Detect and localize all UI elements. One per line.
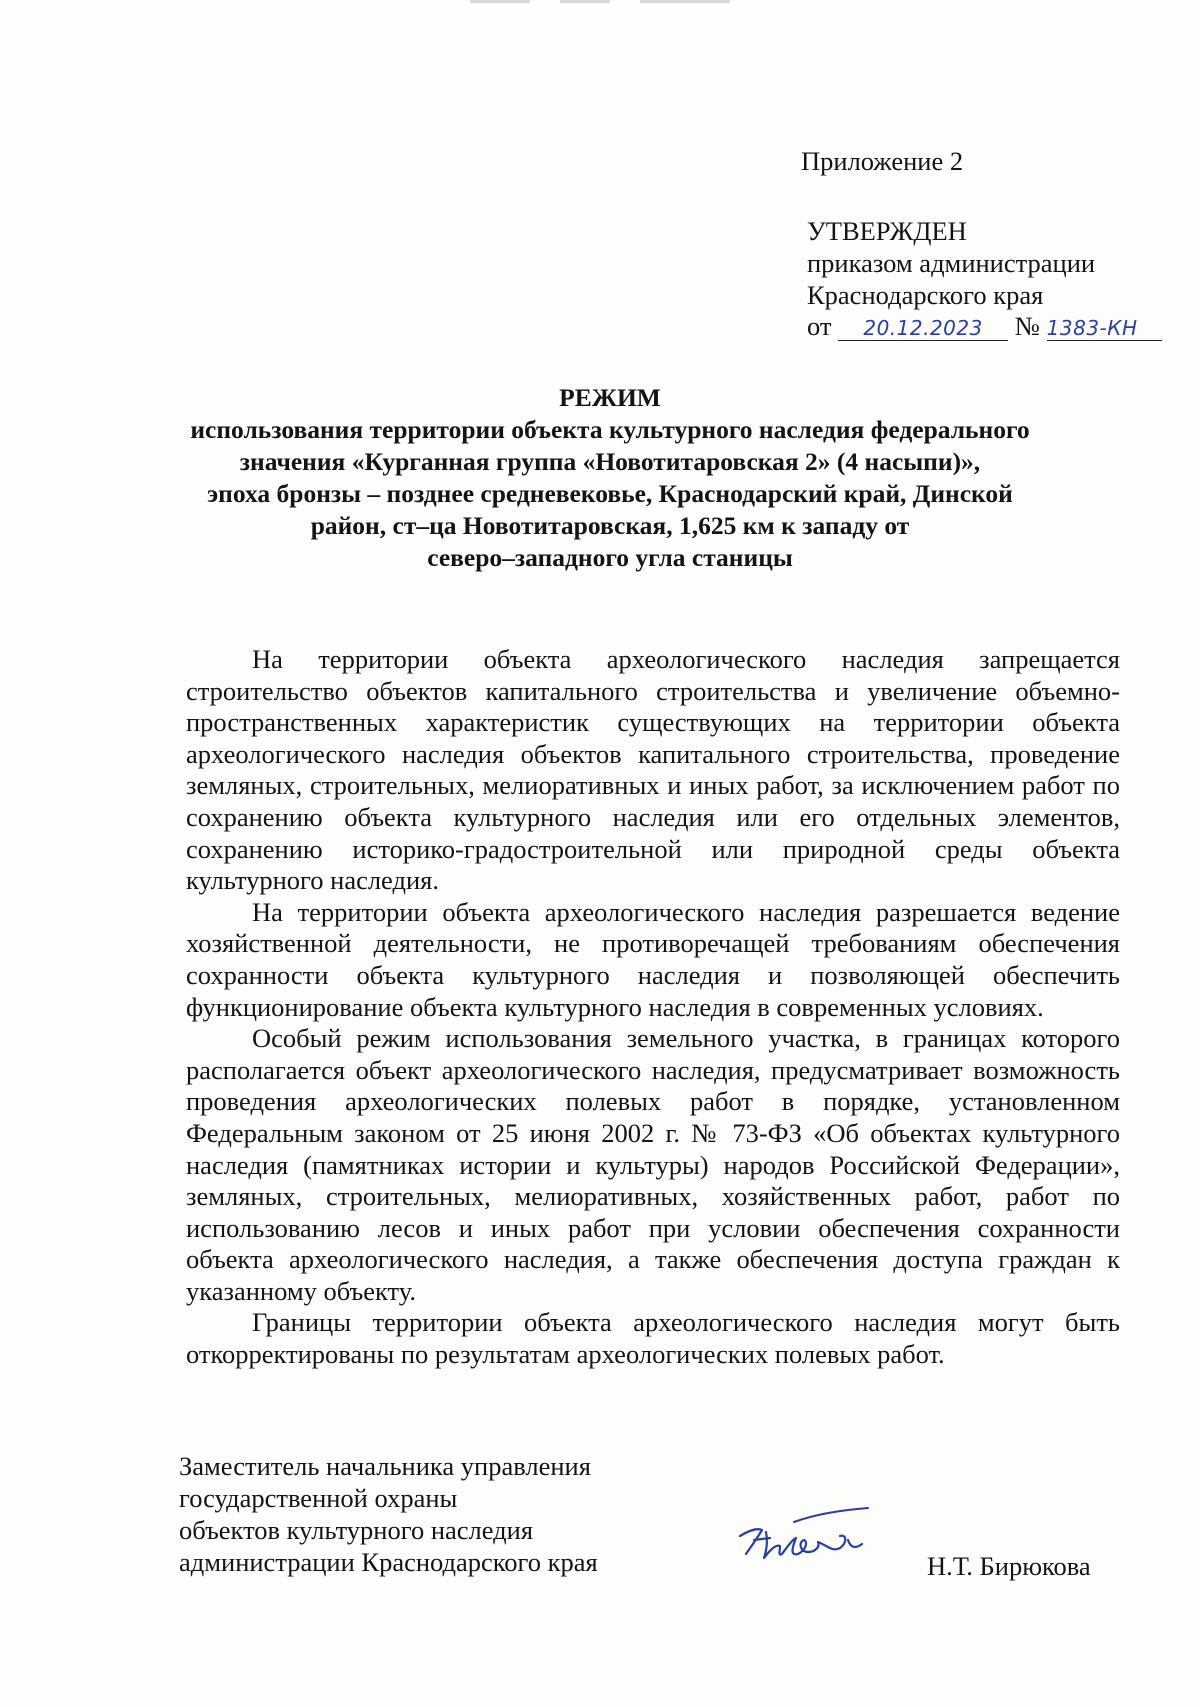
approval-line-2: Краснодарского края bbox=[807, 279, 1044, 310]
body-paragraph-3: Особый режим использования земельного участка, в границах которого располагается объект археологического наследия, предусматривает возможность проведения археологических полевых работ в порядке, установленном Федеральным законом от 25 июня 2002 г. № 73-ФЗ «Об объектах культурного наследия (памятниках истории и культуры) народов Российской Федерации», земляных, строительных, мелиоративных, хозяйственных работ, работ по использованию лесов и иных работ при условии обеспечения сохранности объекта археологического наследия, а также обеспечения доступа граждан к указанному объекту. bbox=[186, 1023, 1120, 1306]
date-field bbox=[838, 314, 1008, 341]
position-line-2: государственной охраны bbox=[179, 1483, 458, 1513]
position-line-1: Заместитель начальника управления bbox=[179, 1451, 591, 1481]
date-prefix: от bbox=[807, 311, 832, 342]
approval-block bbox=[807, 216, 1162, 343]
appendix-block bbox=[801, 146, 963, 178]
signer-name: Н.Т. Бирюкова bbox=[927, 1551, 1091, 1581]
title-line-4: эпоха бронзы – позднее средневековье, Краснодарский край, Динской bbox=[207, 479, 1013, 508]
position-line-3: объектов культурного наследия bbox=[179, 1515, 534, 1545]
title-line-5: район, ст–ца Новотитаровская, 1,625 км к западу от bbox=[310, 511, 910, 540]
title-line-2: использования территории объекта культурного наследия федерального bbox=[190, 415, 1030, 444]
handwritten-signature bbox=[736, 1506, 876, 1574]
date-handwritten: 20.12.2023 bbox=[863, 316, 983, 341]
appendix-label: Приложение 2 bbox=[801, 146, 964, 176]
scan-artifact bbox=[560, 0, 610, 3]
signer-position bbox=[179, 1450, 598, 1578]
document-body bbox=[186, 644, 1120, 1371]
approval-line-1: приказом администрации bbox=[807, 247, 1096, 278]
body-paragraph-4: Границы территории объекта археологического наследия могут быть откорректированы по результатам археологических полевых работ. bbox=[186, 1307, 1120, 1370]
approval-date-line bbox=[807, 311, 1162, 343]
number-handwritten: 1383-КН bbox=[1046, 316, 1138, 341]
number-prefix: № bbox=[1014, 311, 1041, 342]
body-paragraph-1: На территории объекта археологического наследия запрещается строительство объектов капитального строительства и увеличение объемно-пространственных характеристик существующих на территории объекта археологического наследия объектов капитального строительства, проведение земляных, строительных, мелиоративных и иных работ, за исключением работ по сохранению объекта культурного наследия или его отдельных элементов, сохранению историко-градостроительной или природной среды объекта культурного наследия. bbox=[186, 644, 1120, 896]
title-line-6: северо–западного угла станицы bbox=[427, 543, 793, 572]
title-line-1: РЕЖИМ bbox=[559, 383, 661, 412]
position-line-4: администрации Краснодарского края bbox=[179, 1547, 598, 1577]
title-line-3: значения «Курганная группа «Новотитаровская 2» (4 насыпи)», bbox=[239, 447, 981, 476]
body-paragraph-2: На территории объекта археологического наследия разрешается ведение хозяйственной деятельности, не противоречащей требованиям обеспечения сохранности объекта культурного наследия и позволяющей обеспечить функционирование объекта культурного наследия в современных условиях. bbox=[186, 896, 1120, 1022]
scan-artifact bbox=[470, 0, 530, 3]
number-field bbox=[1047, 314, 1162, 341]
document-title bbox=[150, 382, 1070, 574]
approval-heading: УТВЕРЖДЕН bbox=[807, 216, 967, 246]
scan-artifact bbox=[640, 0, 730, 3]
